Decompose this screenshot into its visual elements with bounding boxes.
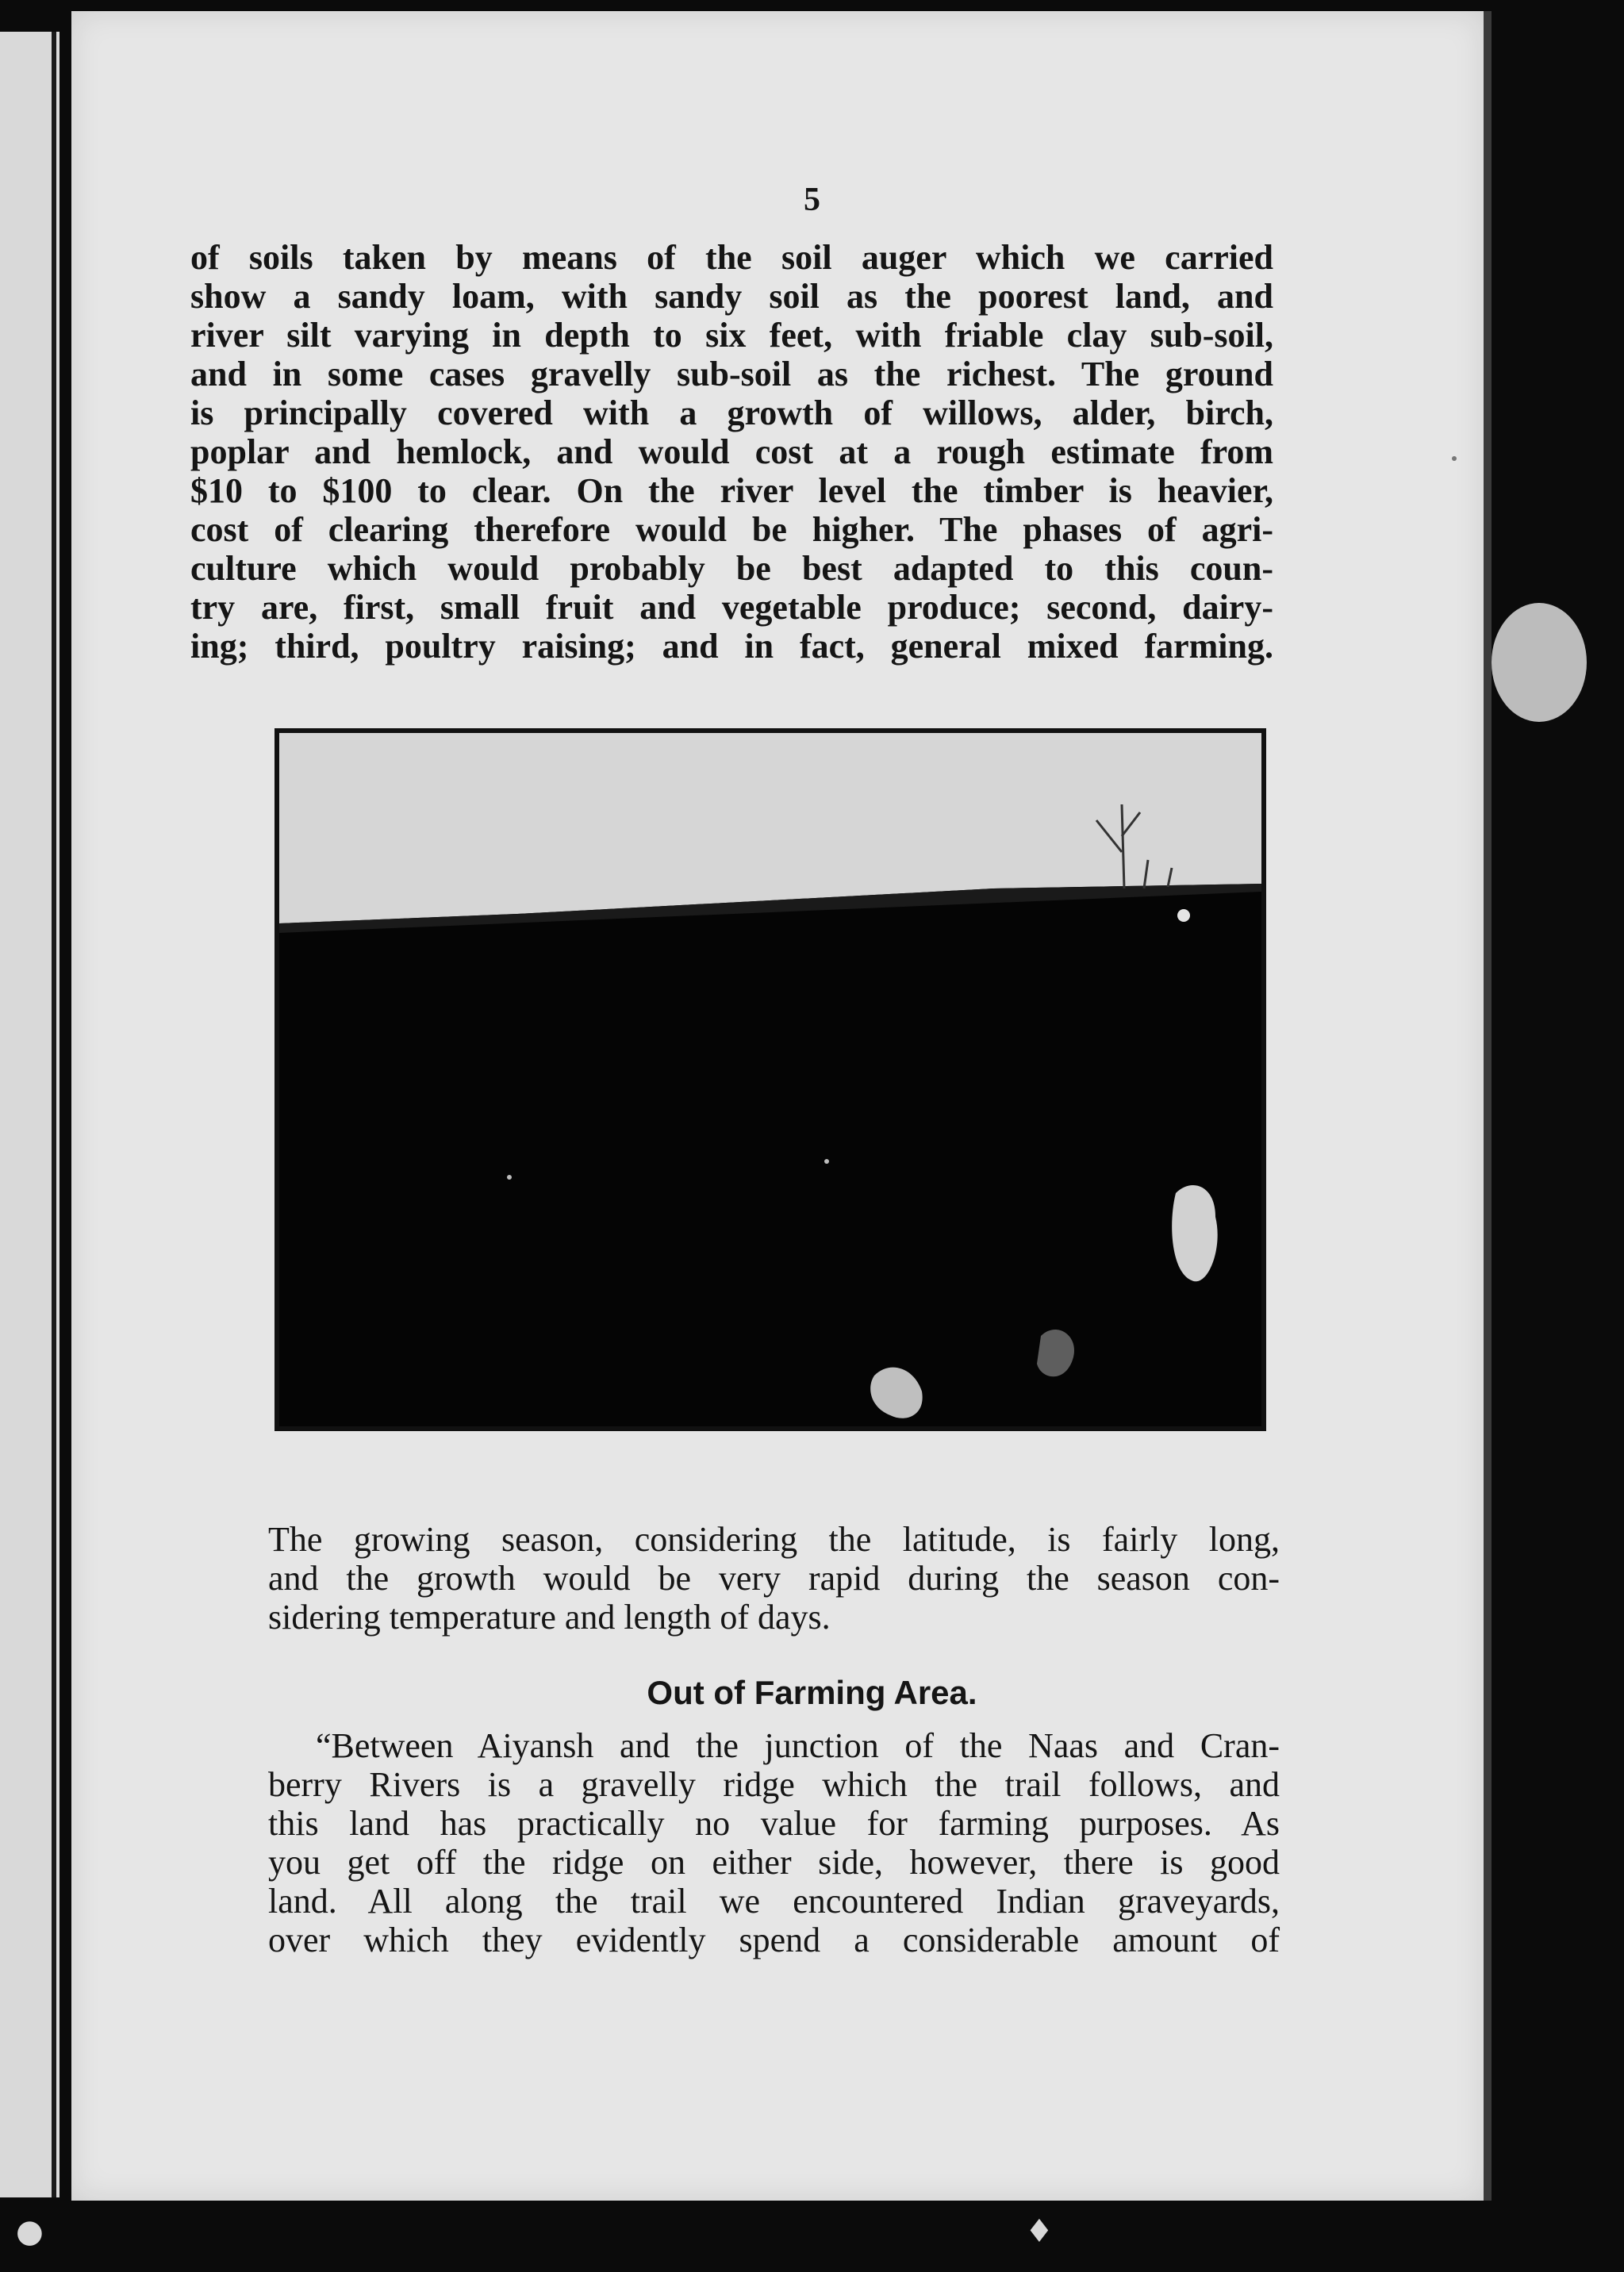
text-line: poplar and hemlock, and would cost at a rough estimate from <box>190 432 1273 471</box>
text-line: land. All along the trail we encountered Indian graveyards, <box>268 1882 1280 1921</box>
photo-speck <box>507 1175 512 1180</box>
scan-artifact-mark: ♦ <box>1025 2213 1054 2250</box>
scan-artifact-mark: ● <box>16 2213 44 2250</box>
text-line: river silt varying in depth to six feet, with friable clay sub-soil, <box>190 316 1273 355</box>
section-heading: Out of Farming Area. <box>647 1674 977 1711</box>
text-line: $10 to $100 to clear. On the river level the timber is heavier, <box>190 471 1273 510</box>
text-line: is principally covered with a growth of willows, alder, birch, <box>190 393 1273 432</box>
text-line: The growing season, considering the latitude, is fairly long, <box>268 1520 1280 1559</box>
text-line: sidering temperature and length of days. <box>268 1598 831 1637</box>
text-line: show a sandy loam, with sandy soil as the poorest land, and <box>190 277 1273 316</box>
page-edge-shadow <box>1484 11 1492 2201</box>
paragraph-farming-area <box>268 1726 1280 1959</box>
text-line: over which they evidently spend a considerable amount of <box>268 1921 1280 1959</box>
left-page-edge <box>0 32 60 2197</box>
text-line: you get off the ridge on either side, however, there is good <box>268 1843 1280 1882</box>
landscape-photograph <box>275 728 1266 1431</box>
paragraph-soils <box>190 238 1273 666</box>
paper-speck <box>1452 456 1457 461</box>
paper-damage-spot <box>1492 603 1587 722</box>
page-number: 5 <box>804 182 820 218</box>
text-line: “Between Aiyansh and the junction of the Naas and Cran- <box>316 1726 1280 1765</box>
binding-shadow <box>52 32 56 2197</box>
text-line: berry Rivers is a gravelly ridge which the trail follows, and <box>268 1765 1280 1804</box>
text-line: this land has practically no value for farming purposes. As <box>268 1804 1280 1843</box>
photo-speck <box>1177 909 1190 922</box>
text-line: and the growth would be very rapid during the season con- <box>268 1559 1280 1598</box>
photo-image <box>279 733 1261 1426</box>
text-line: of soils taken by means of the soil auger which we carried <box>190 238 1273 277</box>
paragraph-growing-season <box>268 1520 1280 1637</box>
text-line: culture which would probably be best adapted to this coun- <box>190 549 1273 588</box>
text-line: and in some cases gravelly sub-soil as the richest. The ground <box>190 355 1273 393</box>
photo-speck <box>824 1159 829 1164</box>
text-line: try are, first, small fruit and vegetable produce; second, dairy- <box>190 588 1273 627</box>
text-line: cost of clearing therefore would be higher. The phases of agri- <box>190 510 1273 549</box>
text-line: ing; third, poultry raising; and in fact, general mixed farming. <box>190 627 1273 666</box>
